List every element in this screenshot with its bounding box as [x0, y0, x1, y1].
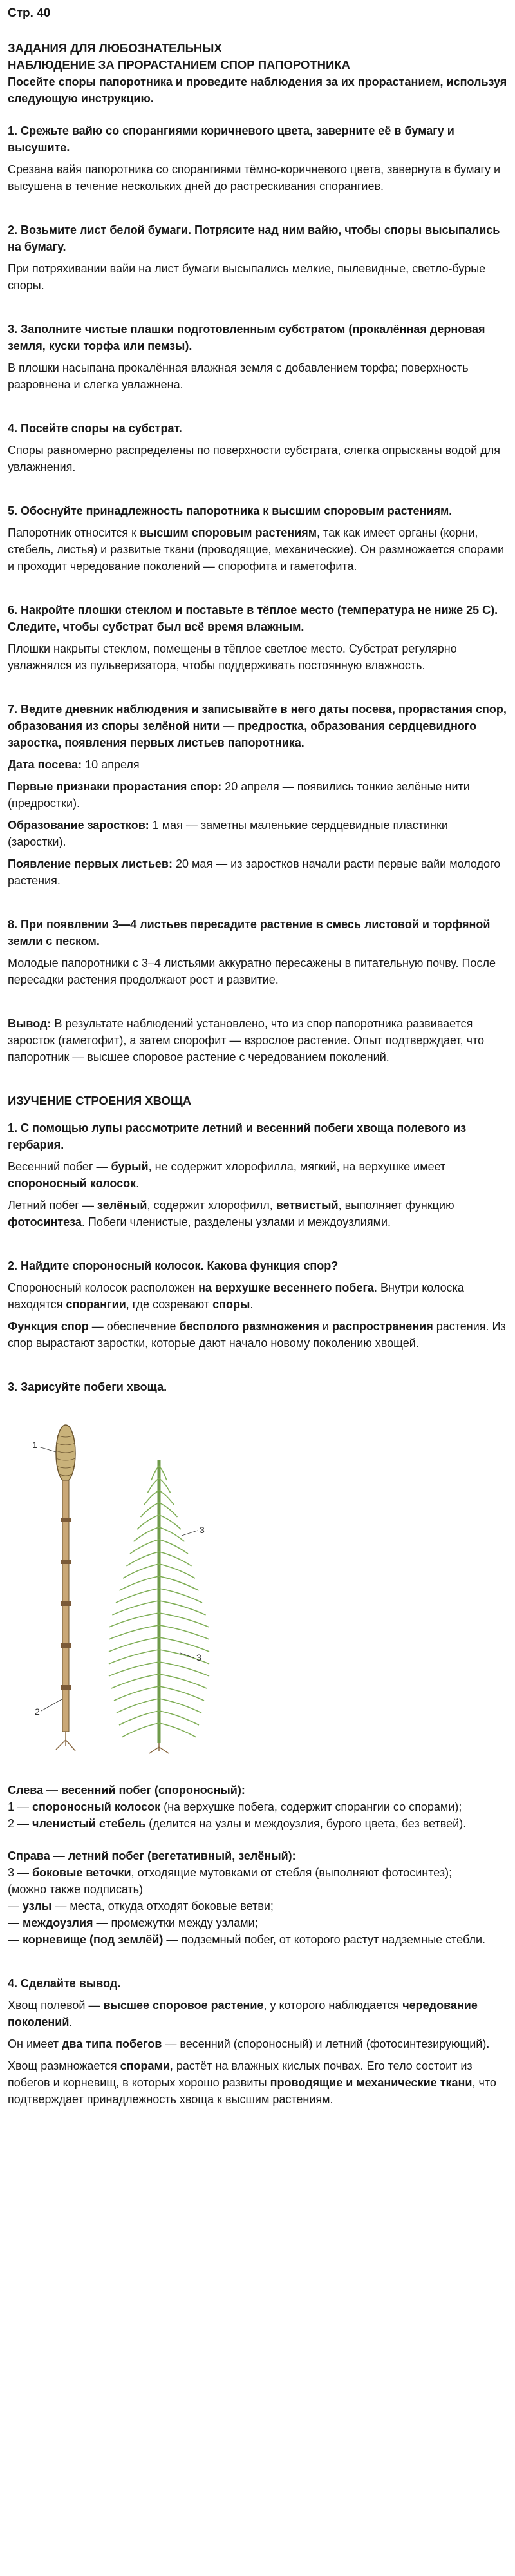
diary-germination: Первые признаки прорастания спор: 20 апреля — появились тонкие зелёные нити (предростки).: [8, 780, 470, 810]
figure-label-3a: 3: [200, 1525, 205, 1535]
page-number: Стр. 40: [8, 6, 51, 20]
figure-label-1: 1: [32, 1440, 37, 1450]
side-branch: [130, 1540, 159, 1554]
side-branch: [159, 1478, 171, 1493]
side-branch: [159, 1711, 199, 1725]
right-item-rhizome: — корневище (под землёй) — подземный побег, от которого растут надземные стебли.: [8, 1933, 486, 1946]
section-heading-tasks: ЗАДАНИЯ ДЛЯ ЛЮБОЗНАТЕЛЬНЫХ: [8, 41, 222, 55]
side-branch: [159, 1540, 188, 1554]
horsetail-q2: 2. Найдите спороносный колосок. Какова функция спор?: [8, 1259, 339, 1272]
horsetail-drawing: [27, 1421, 220, 1756]
figure-label-2: 2: [35, 1706, 40, 1717]
horsetail-q3: 3. Зарисуйте побеги хвоща.: [8, 1380, 167, 1393]
right-item-nodes: — узлы — места, откуда отходят боковые ветви;: [8, 1900, 274, 1913]
side-branch: [123, 1564, 159, 1578]
diary-sowing-date: Дата посева: 10 апреля: [8, 758, 140, 771]
step-3-question: 3. Заполните чистые плашки подготовленным субстратом (прокалённая дерновая земля, куски торфа или пемзы).: [8, 323, 485, 352]
side-branch: [119, 1711, 159, 1725]
step-8-answer: Молодые папоротники с 3–4 листьями аккуратно пересажены в питательную почву. После пересадки растения продолжают рост и развитие.: [8, 957, 496, 986]
horsetail-q4: 4. Сделайте вывод.: [8, 1977, 121, 1990]
spring-shoot-text: Весенний побег — бурый, не содержит хлорофилла, мягкий, на верхушке имеет спороносный колосок.: [8, 1160, 446, 1190]
step-7-question: 7. Ведите дневник наблюдения и записывайте в него даты посева, прорастания спор, образования из споры зелёной нити — предростка, образования сердцевидного заростка, появления первых листьев папоротника.: [8, 703, 507, 749]
right-shoot-heading: Справа — летний побег (вегетативный, зелёный):: [8, 1849, 296, 1862]
horsetail-q1: 1. С помощью лупы рассмотрите летний и весенний побеги хвоща полевого из гербария.: [8, 1121, 467, 1151]
side-branch: [159, 1491, 174, 1505]
spore-cone: [56, 1425, 75, 1482]
side-branch: [159, 1674, 207, 1688]
side-branch: [109, 1637, 159, 1652]
side-branch: [159, 1625, 209, 1639]
section-heading-horsetail: ИЗУЧЕНИЕ СТРОЕНИЯ ХВОЩА: [8, 1094, 192, 1107]
side-branch: [111, 1674, 159, 1688]
step-1-answer: Срезана вайя папоротника со спорангиями тёмно-коричневого цвета, завернута в бумагу и высушена в течение нескольких дней до растрескивания спорангиев.: [8, 163, 501, 193]
spore-function-text: Функция спор — обеспечение бесполого размножения и распространения растения. Из спор вырастают заростки, которые дают начало новому поколению хвощей.: [8, 1320, 506, 1350]
step-4-answer: Споры равномерно распределены по поверхности субстрата, слегка опрысканы водой для увлажнения.: [8, 444, 500, 473]
step-5-answer: Папоротник относится к высшим споровым растениям, так как имеет органы (корни, стебель, листья) и развитые ткани (проводящие, механические). Он размножается спорами и проходит чередование поколений — спорофита и гаметофита.: [8, 526, 505, 573]
side-branch: [141, 1503, 160, 1517]
side-branch: [117, 1699, 159, 1713]
final-conclusion-1: Хвощ полевой — высшее споровое растение, у которого наблюдается чередование поколений.: [8, 1999, 478, 2028]
step-3-answer: В плошки насыпана прокалённая влажная земля с добавлением торфа; поверхность разровнена и слегка увлажнена.: [8, 361, 469, 391]
side-branch: [114, 1686, 159, 1701]
side-branch: [159, 1576, 199, 1590]
summer-shoot-text: Летний побег — зелёный, содержит хлорофилл, ветвистый, выполняет функцию фотосинтеза. Побеги членистые, разделены узлами и междоузлиями.: [8, 1199, 454, 1228]
side-branch: [159, 1613, 209, 1627]
side-branch: [137, 1515, 159, 1529]
side-branch: [159, 1662, 209, 1676]
step-6-answer: Плошки накрыты стеклом, помещены в тёплое светлое место. Субстрат регулярно увлажнялся из пульверизатора, чтобы поддерживать постоянную влажность.: [8, 642, 457, 672]
step-2-question: 2. Возьмите лист белой бумаги. Потрясите над ним вайю, чтобы споры высыпались на бумагу.: [8, 224, 500, 253]
right-item-internodes: — междоузлия — промежутки между узлами;: [8, 1916, 258, 1929]
side-branch: [159, 1686, 204, 1701]
side-branch: [116, 1589, 159, 1603]
side-branch: [159, 1699, 201, 1713]
final-conclusion-3: Хвощ размножается спорами, растёт на влажных кислых почвах. Его тело состоит из побегов и корневищ, в которых хорошо развиты проводящие и механические ткани, что подтверждает принадлежность хвоща к высшим растениям.: [8, 2059, 496, 2106]
step-4-question: 4. Посейте споры на субстрат.: [8, 422, 182, 435]
left-item-1: 1 — спороносный колосок (на верхушке побега, содержит спорангии со спорами);: [8, 1800, 462, 1813]
side-branch: [159, 1503, 178, 1517]
side-branch: [159, 1601, 206, 1615]
intro-text: Посейте споры папоротника и проведите наблюдения за их прорастанием, используя следующую инструкцию.: [8, 75, 507, 105]
horsetail-illustration: [27, 1421, 220, 1756]
figure-label-3b: 3: [196, 1652, 201, 1663]
left-shoot-heading: Слева — весенний побег (спороносный):: [8, 1784, 245, 1797]
side-branch: [109, 1625, 159, 1639]
step-1-question: 1. Срежьте вайю со спорангиями коричневого цвета, заверните её в бумагу и высушите.: [8, 124, 454, 154]
step-6-question: 6. Накройте плошки стеклом и поставьте в тёплое место (температура не ниже 25 С). Следите, чтобы субстрат был всё время влажным.: [8, 604, 498, 633]
side-branch: [120, 1576, 160, 1590]
side-branch: [159, 1589, 202, 1603]
diary-prothallus: Образование заростков: 1 мая — заметны маленькие сердцевидные пластинки (заростки).: [8, 819, 448, 848]
side-branch: [109, 1662, 159, 1676]
side-branch: [144, 1491, 159, 1505]
side-branch: [113, 1601, 160, 1615]
side-branch: [159, 1515, 181, 1529]
final-conclusion-2: Он имеет два типа побегов — весенний (спороносный) и летний (фотосинтезирующий).: [8, 2037, 490, 2050]
right-note: (можно также подписать): [8, 1883, 144, 1896]
step-5-question: 5. Обоснуйте принадлежность папоротника к высшим споровым растениям.: [8, 504, 453, 517]
conclusion: Вывод: В результате наблюдений установлено, что из спор папоротника развивается заросток (гаметофит), а затем спорофит — взрослое растение. Опыт подтверждает, что папоротник — высшее споровое растение с чередованием поколений.: [8, 1017, 485, 1064]
diary-first-leaves: Появление первых листьев: 20 мая — из заростков начали расти первые вайи молодого растения.: [8, 857, 501, 887]
side-branch: [159, 1650, 209, 1664]
section-heading-observation: НАБЛЮДЕНИЕ ЗА ПРОРАСТАНИЕМ СПОР ПАПОРОТНИКА: [8, 58, 350, 72]
side-branch: [127, 1552, 160, 1566]
side-branch: [159, 1564, 195, 1578]
side-branch: [109, 1613, 159, 1627]
side-branch: [148, 1478, 160, 1493]
summer-shoot: [109, 1460, 209, 1753]
right-item-1: 3 — боковые веточки, отходящие мутовками от стебля (выполняют фотосинтез);: [8, 1866, 453, 1879]
step-8-question: 8. При появлении 3—4 листьев пересадите растение в смесь листовой и торфяной земли с песком.: [8, 918, 491, 948]
side-branch: [159, 1552, 192, 1566]
side-branch: [159, 1723, 196, 1737]
side-branch: [109, 1650, 159, 1664]
side-branch: [159, 1637, 209, 1652]
step-2-answer: При потряхивании вайи на лист бумаги высыпались мелкие, пылевидные, светло-бурые споры.: [8, 262, 486, 292]
spring-shoot: [56, 1425, 75, 1751]
left-item-2: 2 — членистый стебель (делится на узлы и междоузлия, бурого цвета, без ветвей).: [8, 1817, 467, 1830]
spore-cone-text: Спороносный колосок расположен на верхушке весеннего побега. Внутри колоска находятся спорангии, где созревают споры.: [8, 1281, 464, 1311]
side-branch: [122, 1723, 159, 1737]
